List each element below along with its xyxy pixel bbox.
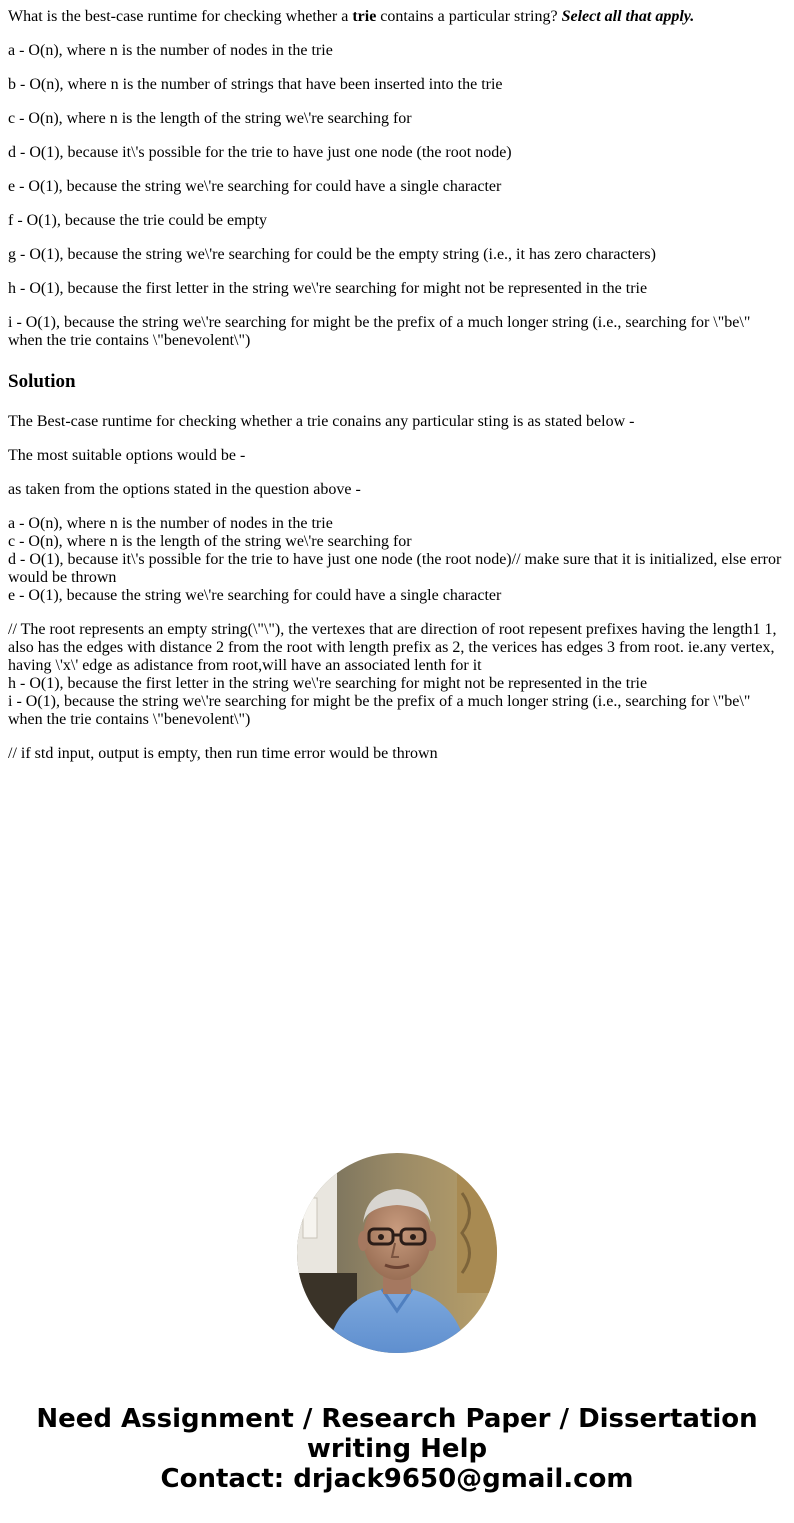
question-text: [8, 8, 786, 26]
question-instruction: Select all that apply.: [561, 8, 695, 25]
option-b: b - O(n), where n is the number of strings that have been inserted into the trie: [8, 76, 503, 93]
promo-line-2: writing Help: [306, 1434, 488, 1464]
option-c: c - O(n), where n is the length of the string we\'re searching for: [8, 110, 412, 127]
selected-option: d - O(1), because it\'s possible for the trie to have just one node (the root node)// make sure that it is initialized, else error would be thrown: [8, 551, 782, 586]
question-bold-word: trie: [352, 8, 377, 25]
option-e: e - O(1), because the string we\'re searching for could have a single character: [8, 178, 502, 195]
solution-heading: Solution: [8, 371, 76, 392]
author-photo-illustration: [297, 1153, 497, 1353]
selected-option: c - O(n), where n is the length of the string we\'re searching for: [8, 533, 412, 550]
option-d: d - O(1), because it\'s possible for the trie to have just one node (the root node): [8, 144, 512, 161]
promo-banner: [0, 1404, 794, 1494]
question-middle: contains a particular string?: [376, 8, 562, 25]
explanation-block: [8, 621, 786, 729]
question-prefix: What is the best-case runtime for checking whether a: [8, 8, 353, 25]
option-a: a - O(n), where n is the number of nodes in the trie: [8, 42, 333, 59]
explanation-line: // The root represents an empty string(\"\"), the vertexes that are direction of root repesent prefixes having the length1 1, also has the edges with distance 2 from the root with length prefix as 2, the verices has edges 3 from root. ie.any vertex, having \'x\' edge as adistance from root,will have an associated lenth for it: [8, 621, 777, 674]
selected-option: e - O(1), because the string we\'re searching for could have a single character: [8, 587, 502, 604]
option-g: g - O(1), because the string we\'re searching for could be the empty string (i.e., it has zero characters): [8, 246, 656, 263]
explanation-line: i - O(1), because the string we\'re searching for might be the prefix of a much longer string (i.e., searching for \"be\" when the trie contains \"benevolent\"): [8, 693, 751, 728]
solution-para-3: as taken from the options stated in the question above -: [8, 481, 361, 498]
promo-contact: Contact: drjack9650@gmail.com: [160, 1464, 634, 1494]
solution-para-2: The most suitable options would be -: [8, 447, 246, 464]
option-f: f - O(1), because the trie could be empty: [8, 212, 268, 229]
solution-para-1: The Best-case runtime for checking whether a trie conains any particular sting is as stated below -: [8, 413, 635, 430]
explanation-line: h - O(1), because the first letter in the string we\'re searching for might not be represented in the trie: [8, 675, 648, 692]
option-h: h - O(1), because the first letter in the string we\'re searching for might not be represented in the trie: [8, 280, 648, 297]
promo-line-1: Need Assignment / Research Paper / Dissertation: [36, 1404, 758, 1434]
selected-option: a - O(n), where n is the number of nodes in the trie: [8, 515, 333, 532]
option-i: i - O(1), because the string we\'re searching for might be the prefix of a much longer string (i.e., searching for \"be\" when the trie contains \"benevolent\"): [8, 314, 751, 349]
final-note: // if std input, output is empty, then run time error would be thrown: [8, 745, 438, 762]
selected-options: [8, 515, 786, 605]
document-body: [8, 8, 786, 779]
author-avatar: [297, 1153, 497, 1353]
